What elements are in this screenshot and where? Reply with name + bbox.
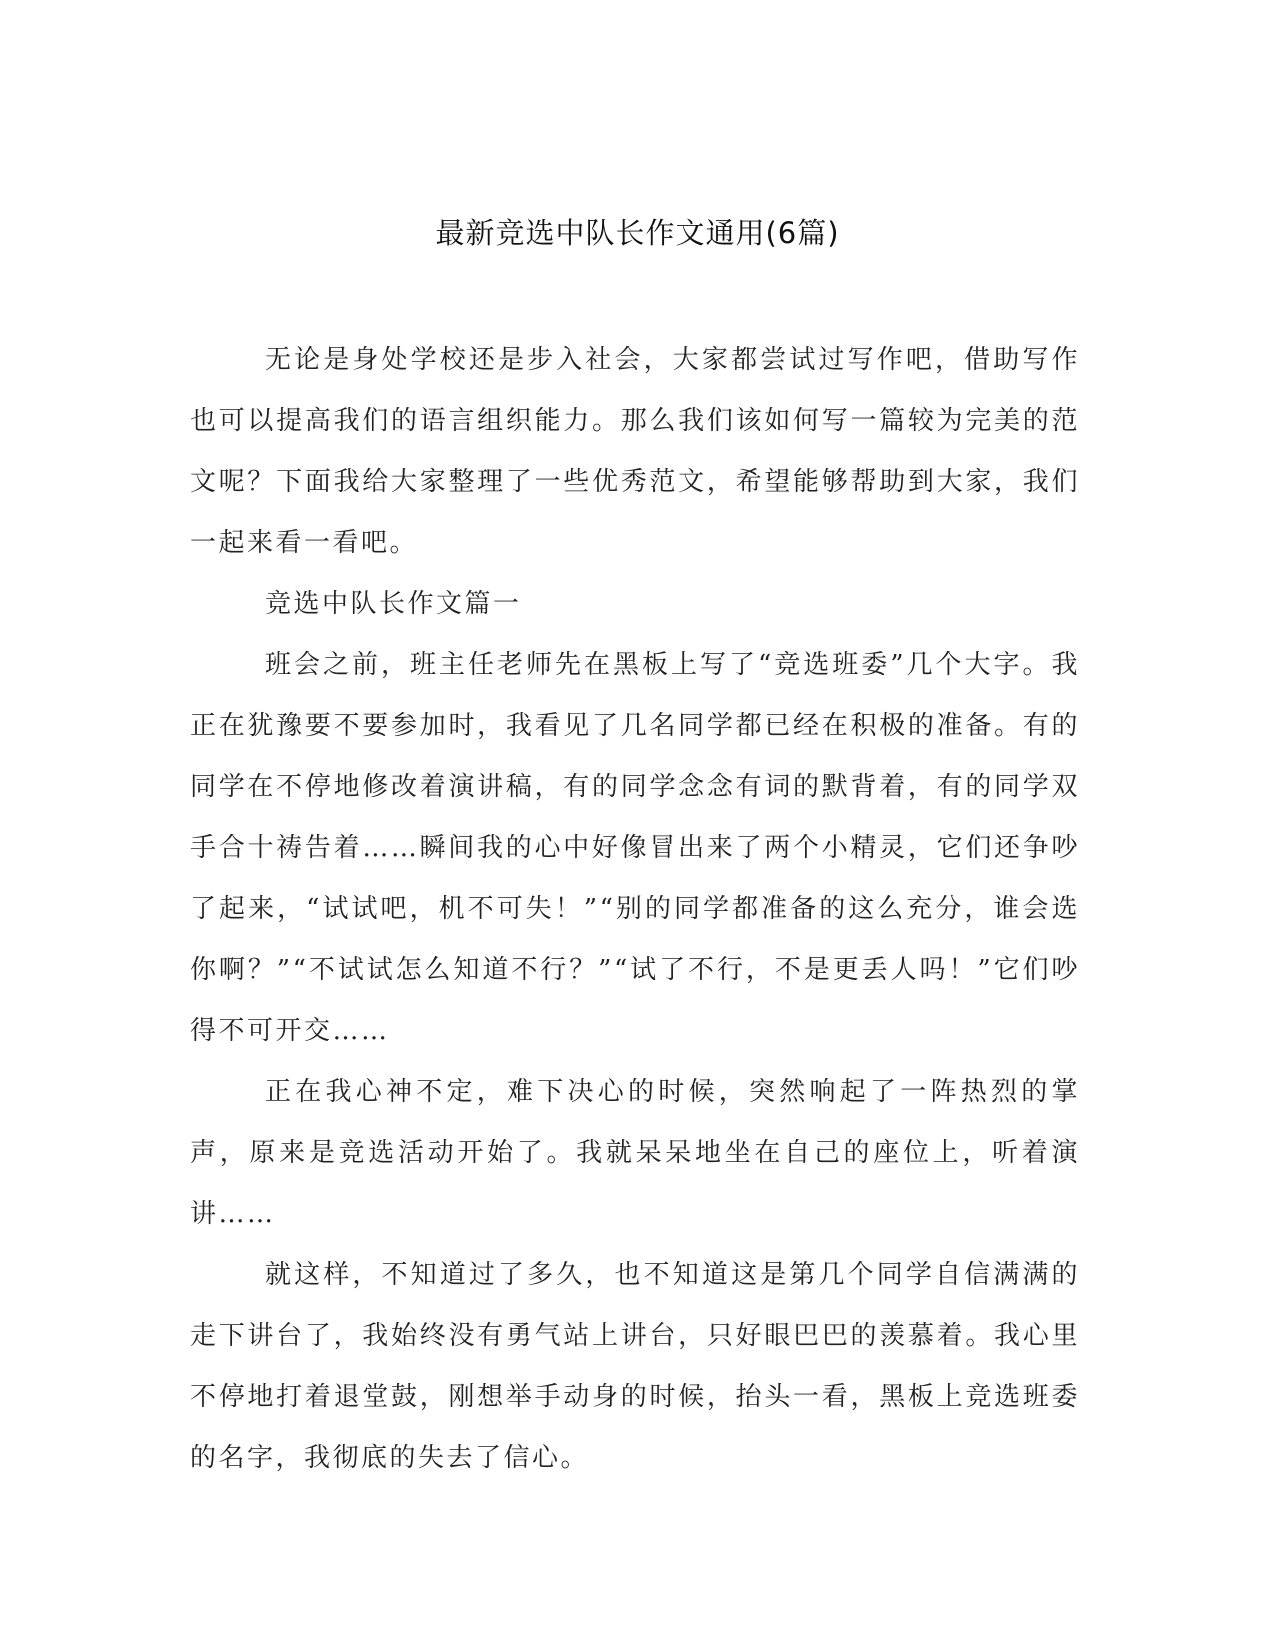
paragraph-intro: 无论是身处学校还是步入社会，大家都尝试过写作吧，借助写作也可以提高我们的语言组织能力。那么我们该如何写一篇较为完美的范文呢？下面我给大家整理了一些优秀范文，希望能够帮助到大家，我们一起来看一看吧。 bbox=[190, 345, 1080, 558]
document-title: 最新竞选中队长作文通用(6篇) bbox=[435, 216, 840, 250]
paragraph: 就这样，不知道过了多久，也不知道这是第几个同学自信满满的走下讲台了，我始终没有勇气站上讲台，只好眼巴巴的羡慕着。我心里不停地打着退堂鼓，刚想举手动身的时候，抬头一看，黑板上竞选班委的名字，我彻底的失去了信心。 bbox=[190, 1260, 1080, 1473]
paragraph: 正在我心神不定，难下决心的时候，突然响起了一阵热烈的掌声，原来是竞选活动开始了。我就呆呆地坐在自己的座位上，听着演讲…… bbox=[190, 1077, 1080, 1229]
document-body bbox=[190, 330, 1080, 1489]
section-heading: 竞选中队长作文篇一 bbox=[265, 589, 522, 619]
paragraph: 班会之前，班主任老师先在黑板上写了“竞选班委”几个大字。我正在犹豫要不要参加时，我看见了几名同学都已经在积极的准备。有的同学在不停地修改着演讲稿，有的同学念念有词的默背着，有的同学双手合十祷告着……瞬间我的心中好像冒出来了两个小精灵，它们还争吵了起来，“试试吧，机不可失！”“别的同学都准备的这么充分，谁会选你啊？”“不试试怎么知道不行？”“试了不行，不是更丢人吗！”它们吵得不可开交…… bbox=[190, 650, 1080, 1046]
